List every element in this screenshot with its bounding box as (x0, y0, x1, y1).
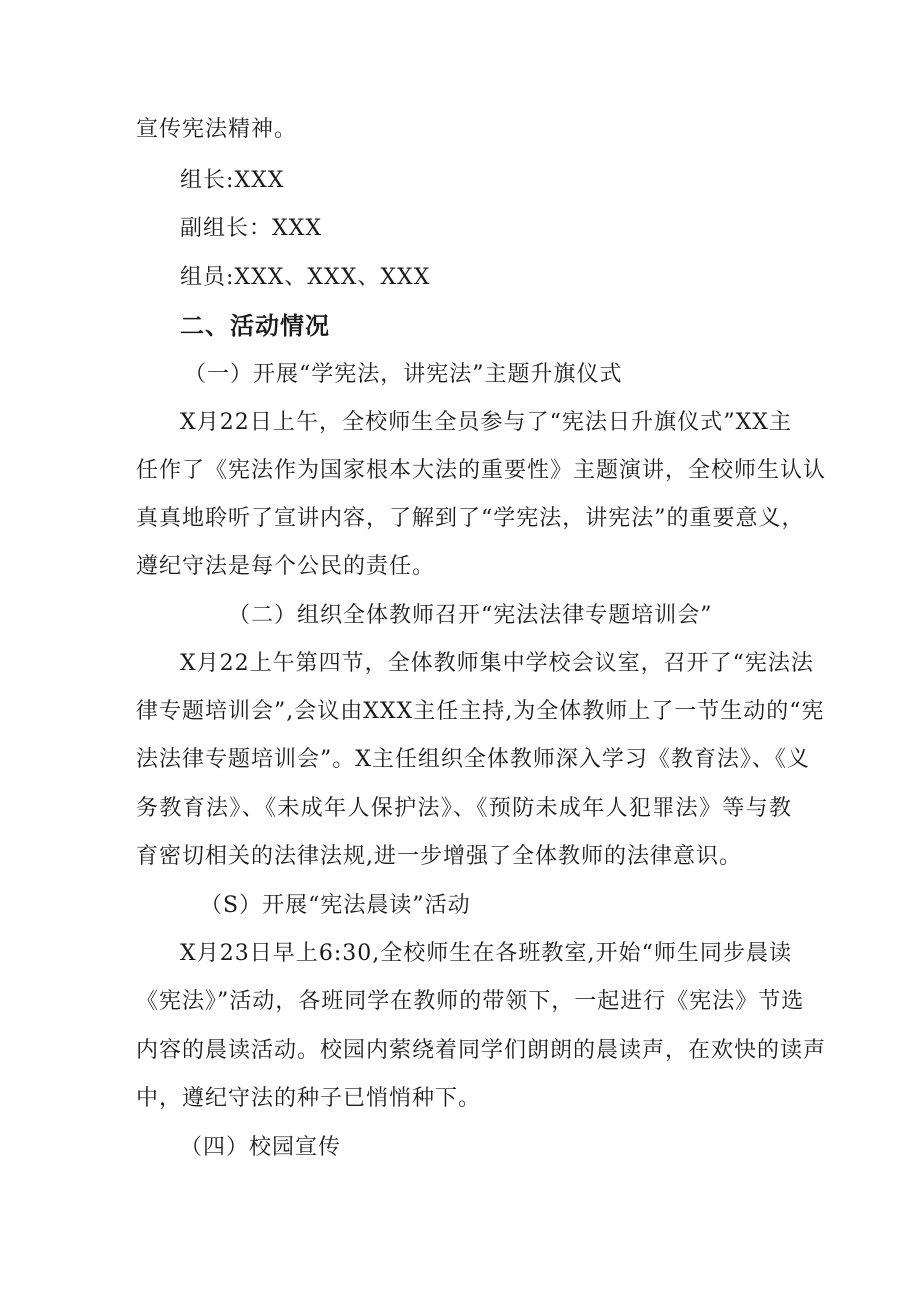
activity-2-line: 育密切相关的法律法规,进一步增强了全体教师的法律意识。 (136, 844, 742, 869)
activity-4-title: （四）校园宣传 (180, 1135, 342, 1160)
activity-1-line: 任作了《宪法作为国家根本大法的重要性》主题演讲，全校师生认认 (136, 458, 827, 483)
activity-2-line: 律专题培训会”,会议由XXX主任主持,为全体教师上了一节生动的“宪 (136, 699, 825, 724)
activity-1-title: （一）开展“学宪法，讲宪法”主题升旗仪式 (184, 362, 623, 387)
activity-3-title: （S）开展“宪法晨读”活动 (200, 893, 471, 918)
activity-1-line: 遵纪守法是每个公民的责任。 (136, 554, 436, 579)
activity-2-line: X月22上午第四节，全体教师集中学校会议室，召开了“宪法法 (180, 651, 814, 676)
activity-3-line: 内容的晨读活动。校园内萦绕着同学们朗朗的晨读声，在欢快的读声 (136, 1038, 827, 1063)
activity-1-line: 真真地聆听了宣讲内容，了解到了“学宪法，讲宪法”的重要意义， (136, 506, 805, 531)
team-members-line: 组员:XXX、XXX、XXX (180, 265, 431, 290)
intro-tail-line: 宣传宪法精神。 (136, 117, 298, 142)
team-deputy-leader-line: 副组长：XXX (180, 216, 322, 241)
section-title: 二、活动情况 (180, 312, 330, 340)
activity-3-line: X月23日早上6:30,全校师生在各班教室,开始“师生同步晨读 (180, 941, 792, 966)
team-leader-line: 组长:XXX (180, 168, 285, 193)
activity-3-line: 中，遵纪守法的种子已悄悄种下。 (136, 1086, 482, 1111)
activity-1-line: X月22日上午，全校师生全员参与了“宪法日升旗仪式”XX主 (180, 410, 792, 435)
activity-2-title: （二）组织全体教师召开“宪法法律专题培训会” (228, 603, 713, 628)
activity-2-line: 务教育法》、《未成年人保护法》、《预防未成年人犯罪法》等与教 (136, 796, 792, 821)
activity-3-line: 《宪法》”活动，各班同学在教师的带领下，一起进行《宪法》节选 (136, 989, 805, 1014)
activity-2-line: 法法律专题培训会”。X主任组织全体教师深入学习《教育法》、《义 (136, 747, 810, 772)
